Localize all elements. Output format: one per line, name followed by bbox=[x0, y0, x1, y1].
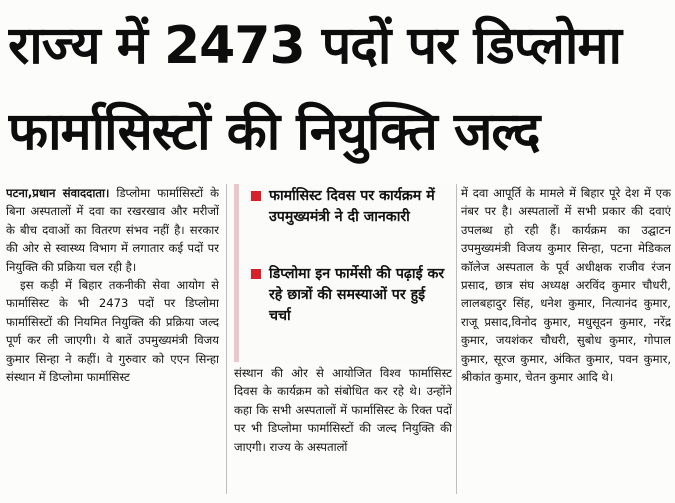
highlight-item bbox=[253, 264, 449, 327]
highlight-text: फार्मासिस्ट दिवस पर कार्यक्रम में उपमुख्यमंत्री ने दी जानकारी bbox=[269, 188, 435, 225]
bullet-square-icon bbox=[251, 191, 261, 201]
paragraph-text: डिप्लोमा फार्मासिस्टों के बिना अस्पतालों में दवा का रखरखाव और मरीजों के बीच दवाओं का वितरण संभव नहीं है। सरकार की ओर से स्वास्थ्य विभाग में लगातार कई पदों पर नियुक्ति की प्रक्रिया चल रही है। bbox=[6, 186, 219, 274]
headline-line-1: राज्य में 2473 पदों पर डिप्लोमा bbox=[8, 16, 621, 76]
highlight-text: डिप्लोमा इन फार्मेसी की पढ़ाई कर रहे छात्रों की समस्याओं पर हुई चर्चा bbox=[269, 266, 445, 324]
highlight-item bbox=[253, 186, 449, 228]
column-divider bbox=[226, 184, 227, 494]
column-divider bbox=[456, 184, 457, 494]
article-paragraph: इस कड़ी में बिहार तकनीकी सेवा आयोग से फार्मासिस्ट के भी 2473 पदों पर डिप्लोमा फार्मासिस्टों की नियमित नियुक्ति की प्रक्रिया जल्द पूर्ण कर ली जाएगी। ये बातें उपमुख्यमंत्री विजय कुमार सिन्हा ने कहीं। वे गुरुवार को एएन सिन्हा संस्थान में डिप्लोमा फार्मासिस्ट bbox=[6, 278, 219, 385]
dateline: पटना,प्रधान संवाददाता। bbox=[6, 186, 110, 200]
highlight-box bbox=[234, 184, 452, 362]
article-column-3 bbox=[461, 184, 671, 496]
bullet-square-icon bbox=[251, 269, 261, 279]
article-paragraph: संस्थान की ओर से आयोजित विश्व फार्मासिस्ट दिवस के कार्यक्रम को संबोधित कर रहे थे। उन्होंने कहा कि सभी अस्पतालों में फार्मासिस्ट के रिक्त पदों पर भी डिप्लोमा फार्मासिस्टों की जल्द नियुक्ति की जाएगी। राज्य के अस्पतालों bbox=[234, 366, 452, 454]
headline-line-2: फार्मासिस्टों की नियुक्ति जल्द bbox=[8, 102, 540, 162]
article-column-2 bbox=[234, 364, 452, 496]
article-paragraph: में दवा आपूर्ति के मामले में बिहार पूरे देश में एक नंबर पर है। अस्पतालों में सभी प्रकार की दवाएं उपलब्ध हो रही हैं। कार्यक्रम का उद्घाटन उपमुख्यमंत्री विजय कुमार सिन्हा, पटना मेडिकल कॉलेज अस्पताल के पूर्व अधीक्षक राजीव रंजन प्रसाद, छात्र संघ अध्यक्ष अरविंद कुमार चौधरी, लालबहादुर सिंह, धनेश कुमार, नित्यानंद कुमार, राजू प्रसाद,विनोद कुमार, मधुसूदन कुमार, नरेंद्र कुमार, जयशंकर चौधरी, सुबोध कुमार, गोपाल कुमार, सूरज कुमार, अंकित कुमार, पवन कुमार, श्रीकांत कुमार, चेतन कुमार आदि थे। bbox=[461, 186, 671, 385]
article-paragraph bbox=[6, 184, 219, 276]
article-column-1 bbox=[6, 184, 219, 496]
